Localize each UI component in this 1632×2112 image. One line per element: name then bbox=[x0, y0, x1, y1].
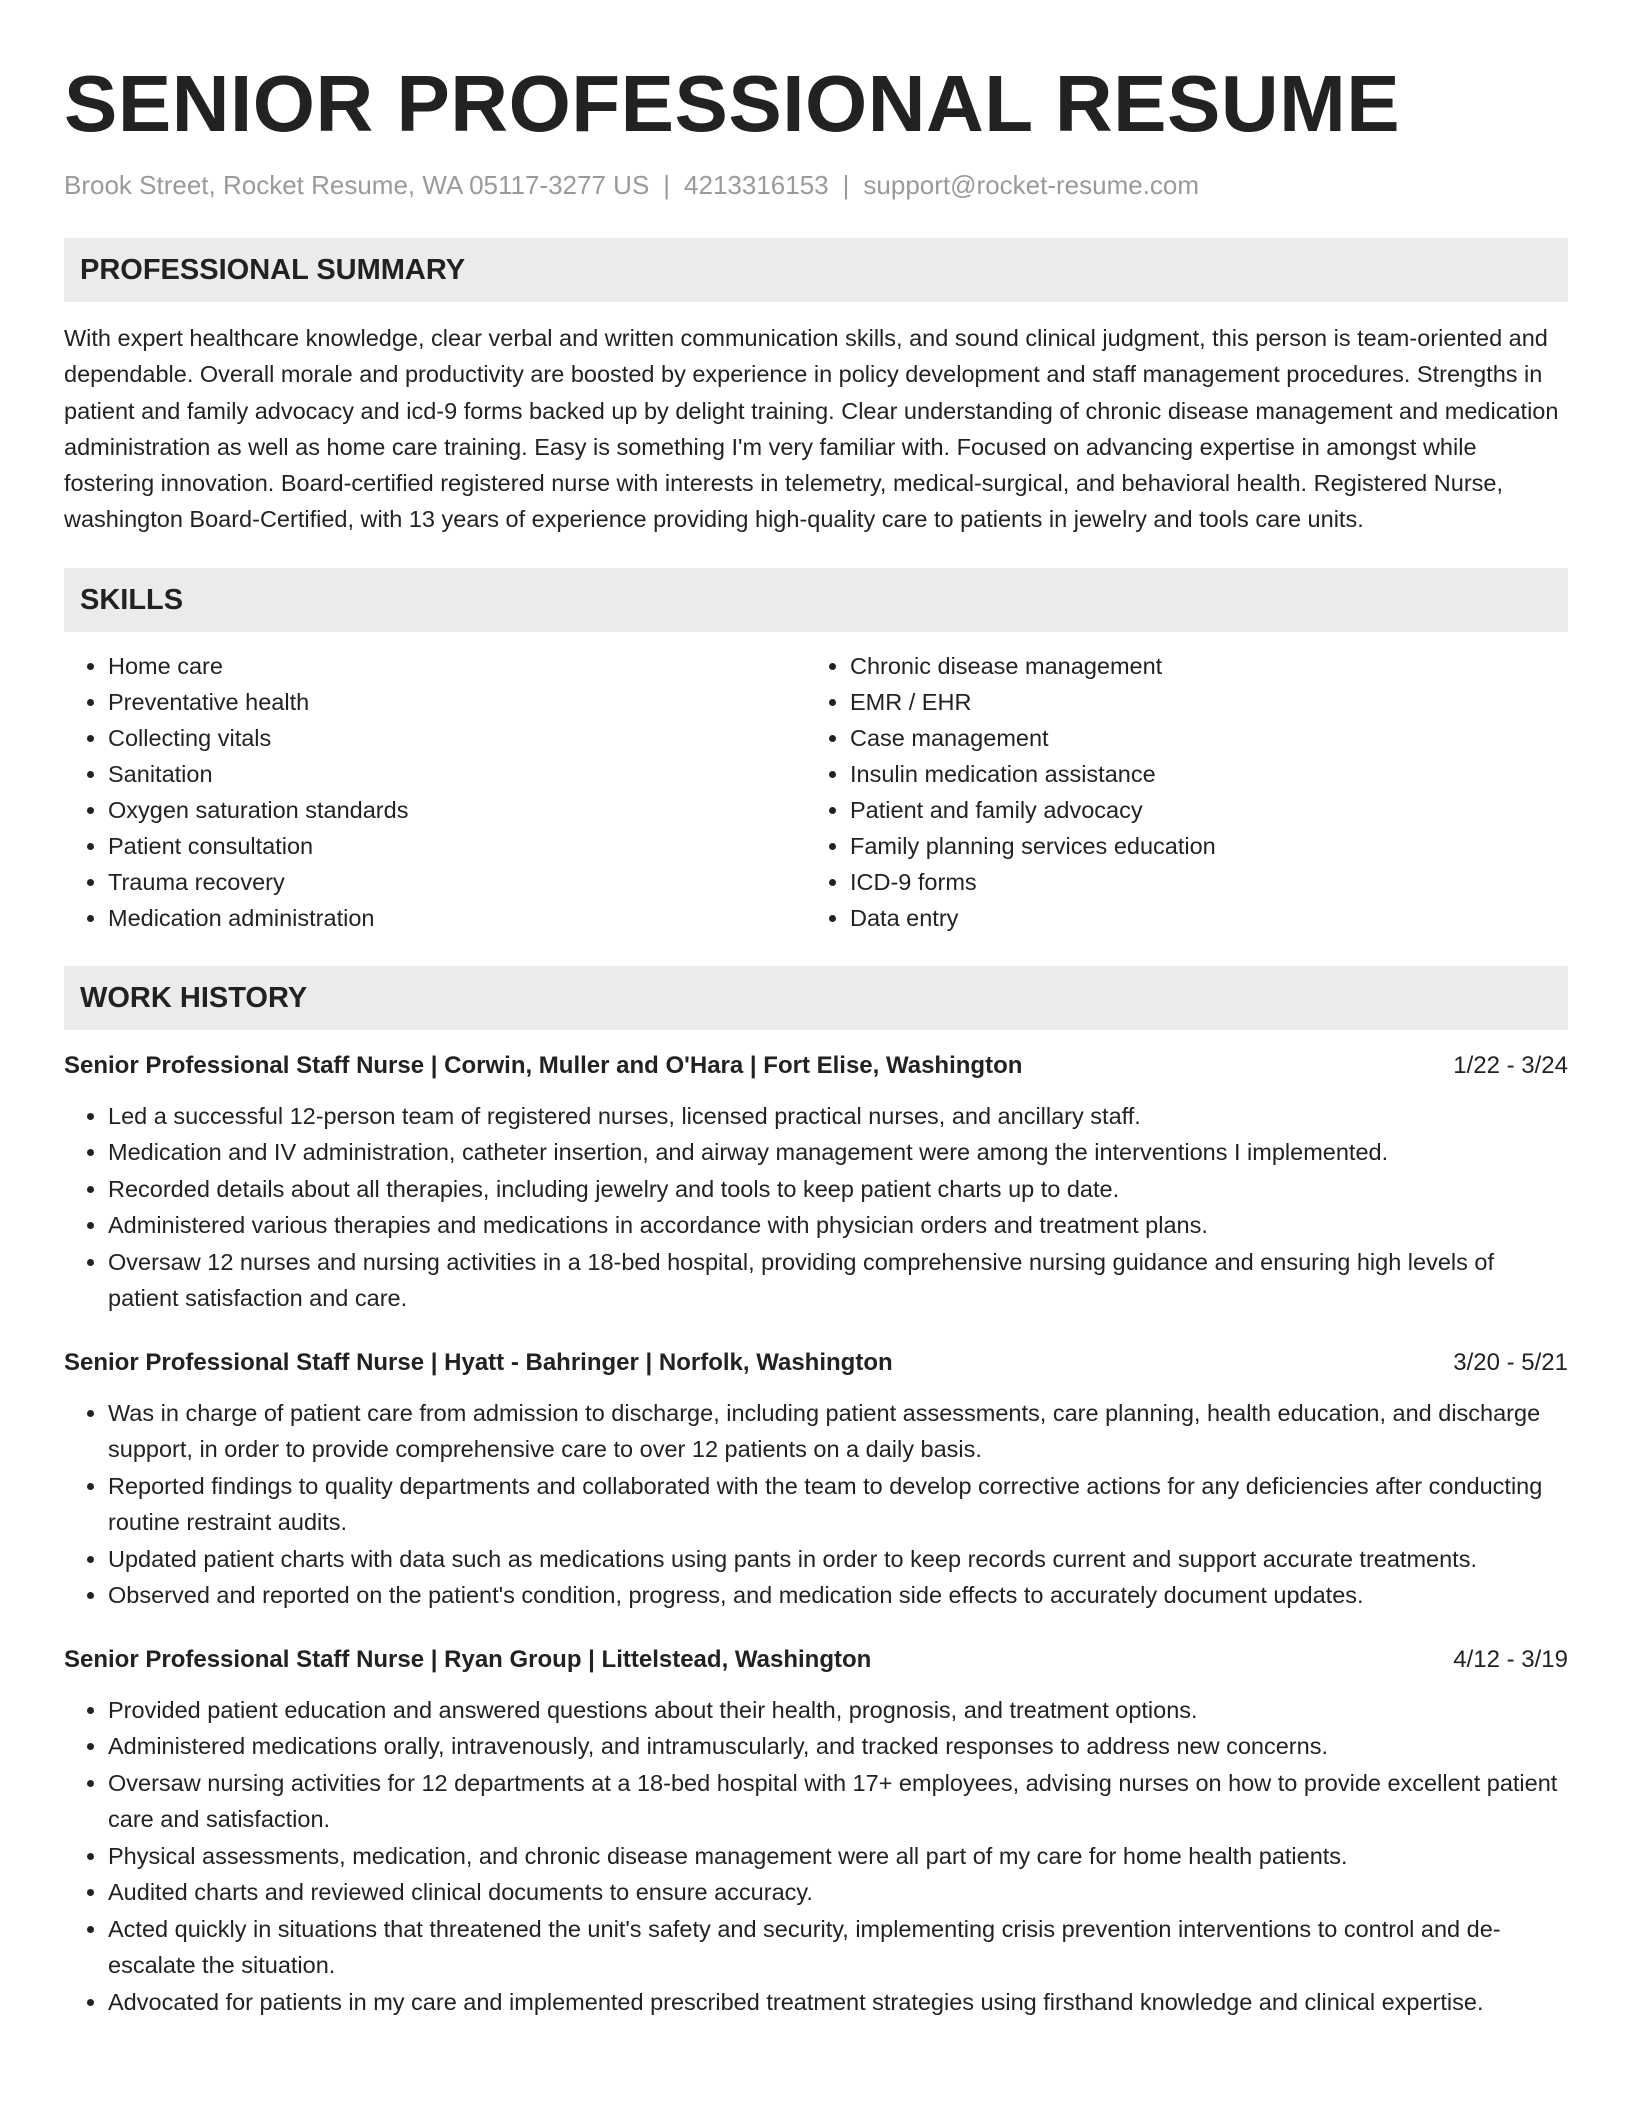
job-bullet: • Medication and IV administration, catheter insertion, and airway management were among the interventions I implemented. bbox=[108, 1134, 1568, 1171]
skill-item: • Data entry bbox=[850, 900, 1548, 936]
resume-title: SENIOR PROFESSIONAL RESUME bbox=[64, 59, 1401, 148]
skill-item: • Family planning services education bbox=[850, 828, 1548, 864]
job-bullet: • Acted quickly in situations that threatened the unit's safety and security, implementing crisis prevention interventions to control and de-escalate the situation. bbox=[108, 1911, 1568, 1984]
section-header-skills: SKILLS bbox=[64, 568, 1568, 632]
skill-item: • ICD-9 forms bbox=[850, 864, 1548, 900]
job-bullet: • Led a successful 12-person team of registered nurses, licensed practical nurses, and ancillary staff. bbox=[108, 1098, 1568, 1135]
summary-text: With expert healthcare knowledge, clear verbal and written communication skills, and sound clinical judgment, this person is team-oriented and dependable. Overall morale and productivity are boosted by experience in policy development and staff management procedures. Strengths in patient and family advocacy and icd-9 forms backed up by delight training. Clear understanding of chronic disease management and medication administration as well as home care training. Easy is something I'm very familiar with. Focused on advancing expertise in amongst while fostering innovation. Board-certified registered nurse with interests in telemetry, medical-surgical, and behavioral health. Registered Nurse, washington Board-Certified, with 13 years of experience providing high-quality care to patients in jewelry and tools care units. bbox=[64, 325, 1559, 533]
job-bullet: • Observed and reported on the patient's condition, progress, and medication side effects to accurately document updates. bbox=[108, 1577, 1568, 1614]
contact-phone: 4213316153 bbox=[684, 170, 829, 200]
job-entry bbox=[64, 1048, 1568, 1317]
skill-item: • Insulin medication assistance bbox=[850, 756, 1548, 792]
job-bullets bbox=[64, 1098, 1568, 1317]
skill-item: • Medication administration bbox=[108, 900, 806, 936]
section-header-work-history: WORK HISTORY bbox=[64, 966, 1568, 1030]
skill-item: • Oxygen saturation standards bbox=[108, 792, 806, 828]
job-bullets bbox=[64, 1395, 1568, 1614]
section-header-summary: PROFESSIONAL SUMMARY bbox=[64, 238, 1568, 302]
contact-address: Brook Street, Rocket Resume, WA 05117-3277 US bbox=[64, 170, 650, 200]
job-entry bbox=[64, 1642, 1568, 2021]
skills-list bbox=[64, 648, 1568, 936]
job-title: Senior Professional Staff Nurse | Corwin, Muller and O'Hara | Fort Elise, Washington bbox=[64, 1051, 1023, 1079]
contact-line bbox=[64, 168, 1568, 202]
skill-item: • Trauma recovery bbox=[108, 864, 806, 900]
job-bullet: • Advocated for patients in my care and implemented prescribed treatment strategies using firsthand knowledge and clinical expertise. bbox=[108, 1984, 1568, 2021]
skill-item: • Case management bbox=[850, 720, 1548, 756]
job-bullet: • Reported findings to quality departments and collaborated with the team to develop corrective actions for any deficiencies after conducting routine restraint audits. bbox=[108, 1468, 1568, 1541]
job-bullet: • Oversaw 12 nurses and nursing activities in a 18-bed hospital, providing comprehensive nursing guidance and ensuring high levels of patient satisfaction and care. bbox=[108, 1244, 1568, 1317]
job-bullet: • Oversaw nursing activities for 12 departments at a 18-bed hospital with 17+ employees, advising nurses on how to provide excellent patient care and satisfaction. bbox=[108, 1765, 1568, 1838]
job-dates: 1/22 - 3/24 bbox=[1453, 1051, 1568, 1079]
job-header bbox=[64, 1048, 1568, 1084]
skill-item: • Patient and family advocacy bbox=[850, 792, 1548, 828]
job-header bbox=[64, 1345, 1568, 1381]
contact-separator: | bbox=[663, 170, 671, 200]
job-title: Senior Professional Staff Nurse | Ryan Group | Littelstead, Washington bbox=[64, 1645, 872, 1673]
job-dates: 4/12 - 3/19 bbox=[1453, 1645, 1568, 1673]
contact-separator: | bbox=[842, 170, 850, 200]
job-bullet: • Physical assessments, medication, and chronic disease management were all part of my care for home health patients. bbox=[108, 1838, 1568, 1875]
skill-item: • Patient consultation bbox=[108, 828, 806, 864]
job-bullet: • Provided patient education and answered questions about their health, prognosis, and treatment options. bbox=[108, 1692, 1568, 1729]
skills-column-right bbox=[806, 648, 1548, 936]
job-bullet: • Updated patient charts with data such as medications using pants in order to keep records current and support accurate treatments. bbox=[108, 1541, 1568, 1578]
skill-item: • Collecting vitals bbox=[108, 720, 806, 756]
skill-item: • Home care bbox=[108, 648, 806, 684]
skill-item: • Chronic disease management bbox=[850, 648, 1548, 684]
job-entry bbox=[64, 1345, 1568, 1614]
job-bullet: • Audited charts and reviewed clinical documents to ensure accuracy. bbox=[108, 1874, 1568, 1911]
job-dates: 3/20 - 5/21 bbox=[1453, 1348, 1568, 1376]
skill-item: • Preventative health bbox=[108, 684, 806, 720]
job-bullet: • Administered medications orally, intravenously, and intramuscularly, and tracked responses to address new concerns. bbox=[108, 1728, 1568, 1765]
contact-email: support@rocket-resume.com bbox=[863, 170, 1200, 200]
skill-item: • EMR / EHR bbox=[850, 684, 1548, 720]
job-bullet: • Was in charge of patient care from admission to discharge, including patient assessments, care planning, health education, and discharge support, in order to provide comprehensive care to over 12 patients on a daily basis. bbox=[108, 1395, 1568, 1468]
skill-item: • Sanitation bbox=[108, 756, 806, 792]
skills-column-left bbox=[64, 648, 806, 936]
job-bullet: • Administered various therapies and medications in accordance with physician orders and treatment plans. bbox=[108, 1207, 1568, 1244]
job-bullet: • Recorded details about all therapies, including jewelry and tools to keep patient charts up to date. bbox=[108, 1171, 1568, 1208]
resume-page bbox=[64, 0, 1568, 2020]
job-title: Senior Professional Staff Nurse | Hyatt - Bahringer | Norfolk, Washington bbox=[64, 1348, 893, 1376]
job-bullets bbox=[64, 1692, 1568, 2021]
job-header bbox=[64, 1642, 1568, 1678]
